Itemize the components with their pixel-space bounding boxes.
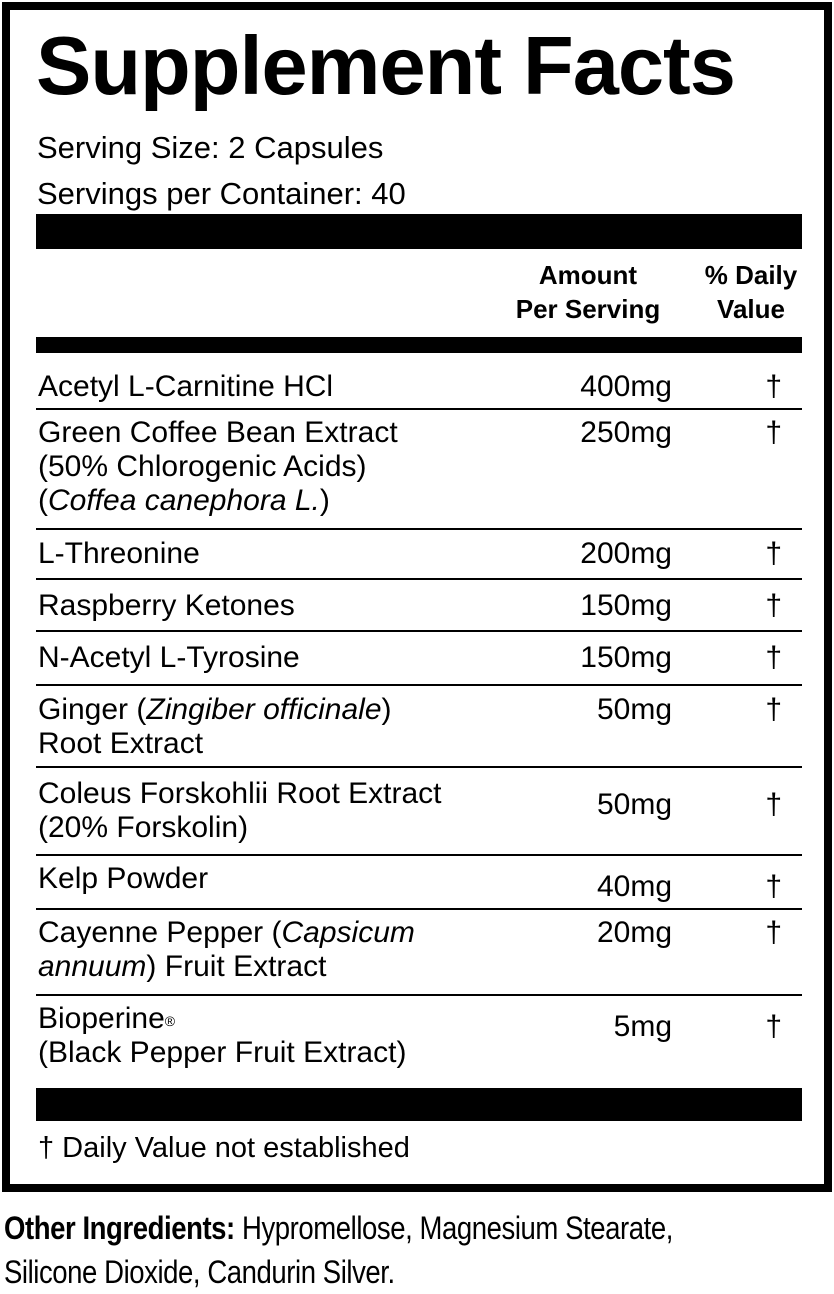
supplement-facts-panel	[2, 2, 832, 1192]
other-ingredients	[4, 1206, 830, 1294]
daily-value-footnote: † Daily Value not established	[38, 1132, 410, 1164]
daily-value-mark: †	[765, 870, 782, 903]
nutrient-name-line1	[38, 693, 558, 727]
nutrient-name-line3	[38, 484, 558, 518]
nutrient-amount: 5mg	[613, 1010, 672, 1043]
brand-name: Bioperine	[38, 1002, 165, 1035]
nutrient-name-line1: Coleus Forskohlii Root Extract	[38, 777, 442, 810]
botanical-genus: Capsicum	[281, 916, 415, 949]
other-ingredients-label: Other Ingredients:	[4, 1210, 235, 1246]
name-prefix: Ginger (	[38, 693, 147, 726]
serving-size: Serving Size: 2 Capsules	[37, 130, 384, 165]
nutrient-name-line2: (20% Forskolin)	[38, 811, 249, 844]
nutrient-name: N-Acetyl L-Tyrosine	[38, 641, 300, 674]
nutrient-row	[36, 686, 802, 768]
paren-close: )	[319, 484, 330, 517]
nutrient-amount: 150mg	[580, 641, 672, 674]
nutrient-row	[36, 364, 802, 410]
nutrient-row	[36, 996, 802, 1084]
nutrient-name-line1	[38, 916, 558, 950]
daily-value-header	[692, 258, 810, 326]
thick-divider-bottom	[36, 1088, 802, 1121]
nutrient-name-line2: Root Extract	[38, 727, 204, 760]
nutrient-row	[36, 580, 802, 632]
nutrient-name	[38, 777, 558, 845]
nutrient-amount: 40mg	[596, 870, 672, 903]
nutrient-name: Kelp Powder	[38, 862, 209, 895]
other-ingredients-line1	[4, 1206, 830, 1250]
nutrient-amount: 50mg	[596, 693, 672, 726]
nutrient-amount: 200mg	[580, 537, 672, 570]
nutrient-amount: 400mg	[580, 370, 672, 403]
thick-divider-header	[36, 337, 802, 353]
nutrient-amount: 150mg	[580, 589, 672, 622]
botanical-name: Coffea canephora L.	[48, 484, 320, 517]
nutrient-name	[38, 693, 558, 761]
nutrient-row	[36, 910, 802, 996]
daily-value-mark: †	[765, 641, 782, 674]
nutrient-name-line1: Green Coffee Bean Extract	[38, 416, 398, 449]
thick-divider-top	[36, 214, 802, 249]
panel-title: Supplement Facts	[36, 19, 735, 112]
nutrient-name-line2: (50% Chlorogenic Acids)	[38, 450, 367, 483]
nutrient-name: Raspberry Ketones	[38, 589, 295, 622]
nutrient-name	[38, 1002, 558, 1070]
daily-header-line2: Value	[717, 294, 785, 324]
nutrient-row	[36, 530, 802, 580]
amount-per-serving-header	[488, 258, 688, 326]
daily-value-mark: †	[765, 537, 782, 570]
nutrient-amount: 250mg	[580, 416, 672, 449]
nutrient-name: L-Threonine	[38, 537, 200, 570]
nutrient-name: Acetyl L-Carnitine HCl	[38, 370, 334, 403]
name-suffix: ) Fruit Extract	[146, 950, 327, 983]
daily-header-line1: % Daily	[704, 260, 798, 290]
other-ingredients-text: Hypromellose, Magnesium Stearate,	[234, 1210, 673, 1246]
daily-value-mark: †	[765, 370, 782, 403]
nutrient-name-line2: (Black Pepper Fruit Extract)	[38, 1036, 407, 1069]
amount-header-line1: Amount	[538, 260, 638, 290]
daily-value-mark: †	[765, 693, 782, 726]
nutrient-row	[36, 768, 802, 856]
name-prefix: Cayenne Pepper (	[38, 916, 282, 949]
daily-value-mark: †	[765, 416, 782, 449]
nutrient-row	[36, 632, 802, 686]
nutrient-name	[38, 916, 558, 984]
nutrient-amount: 50mg	[596, 788, 672, 821]
nutrient-amount: 20mg	[596, 916, 672, 949]
nutrient-row	[36, 856, 802, 910]
daily-value-mark: †	[765, 589, 782, 622]
servings-per-container: Servings per Container: 40	[37, 176, 406, 211]
daily-value-mark: †	[765, 916, 782, 949]
nutrient-name-line1	[38, 1002, 558, 1036]
amount-header-line2: Per Serving	[515, 294, 661, 324]
daily-value-mark: †	[765, 788, 782, 821]
nutrient-row	[36, 410, 802, 530]
name-suffix: )	[381, 693, 392, 726]
botanical-name: Zingiber officinale	[146, 693, 382, 726]
registered-mark: ®	[164, 1013, 176, 1029]
paren-open: (	[38, 484, 48, 517]
other-ingredients-text-line2: Silicone Dioxide, Candurin Silver.	[4, 1254, 395, 1290]
nutrient-name-line2	[38, 950, 558, 984]
daily-value-mark: †	[765, 1010, 782, 1043]
botanical-species: annuum	[38, 950, 147, 983]
nutrient-name	[38, 416, 558, 518]
